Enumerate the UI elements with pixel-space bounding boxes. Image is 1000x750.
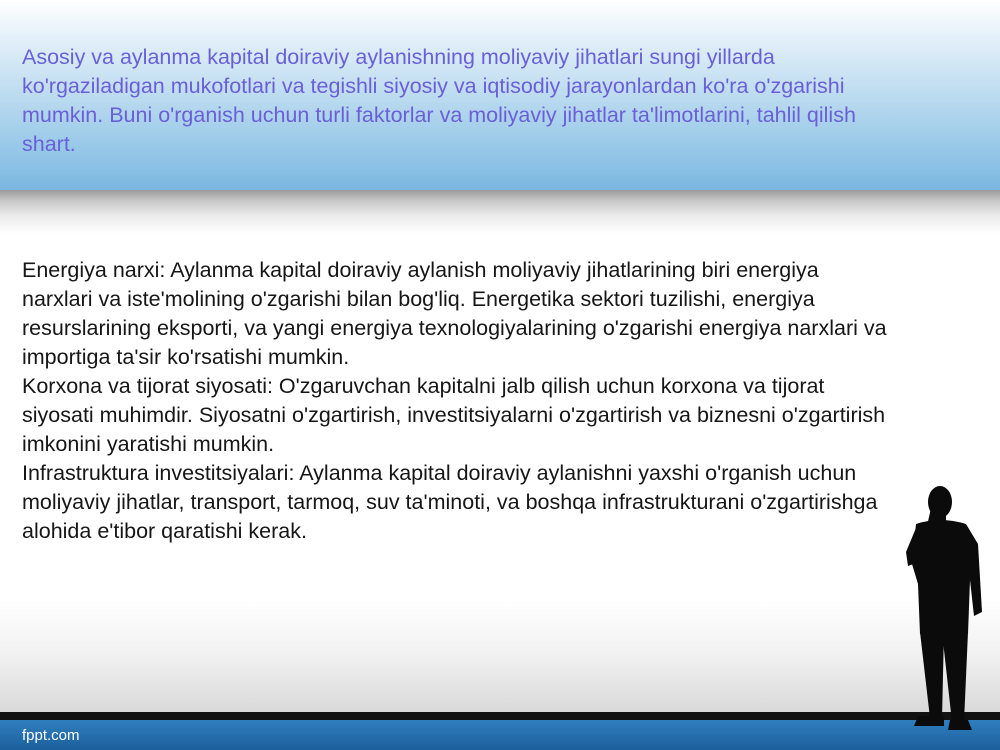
businessman-silhouette-icon [898, 484, 990, 736]
footer-band [0, 720, 1000, 750]
paragraph-infrastructure: Infrastruktura investitsiyalari: Aylanma kapital doiraviy aylanishni yaxshi o'rganish uchun moliyaviy jihatlar, transport, tarmoq, suv ta'minoti, va boshqa infrastrukturani o'zgartirishga alohida e'tibor qaratishi kerak. [22, 461, 878, 543]
footer-divider [0, 712, 1000, 720]
content-body [22, 256, 892, 546]
intro-text: Asosiy va aylanma kapital doiraviy aylanishning moliyaviy jihatlari sungi yillarda ko'rgaziladigan mukofotlari va tegishli siyosiy va iqtisodiy jarayonlardan ko'ra o'zgarishi mumkin. Buni o'rganish uchun turli faktorlar va moliyaviy jihatlar ta'limotlarini, tahlil qilish shart. [22, 45, 856, 156]
footer-brand: fppt.com [22, 727, 80, 744]
floor-gradient [0, 600, 1000, 712]
paragraph-energy-price: Energiya narxi: Aylanma kapital doiraviy aylanish moliyaviy jihatlarining biri energiya narxlari va iste'molining o'zgarishi bilan bog'liq. Energetika sektori tuzilishi, energiya resurslarining eksporti, va yangi energiya texnologiyalarining o'zgarishi energiya narxlari va importiga ta'sir ko'rsatishi mumkin. [22, 258, 887, 369]
header-shadow [0, 190, 1000, 234]
paragraph-business-policy: Korxona va tijorat siyosati: O'zgaruvchan kapitalni jalb qilish uchun korxona va tijorat siyosati muhimdir. Siyosatni o'zgartirish, investitsiyalarni o'zgartirish va biznesni o'zgartirish imkonini yaratishi mumkin. [22, 374, 886, 456]
